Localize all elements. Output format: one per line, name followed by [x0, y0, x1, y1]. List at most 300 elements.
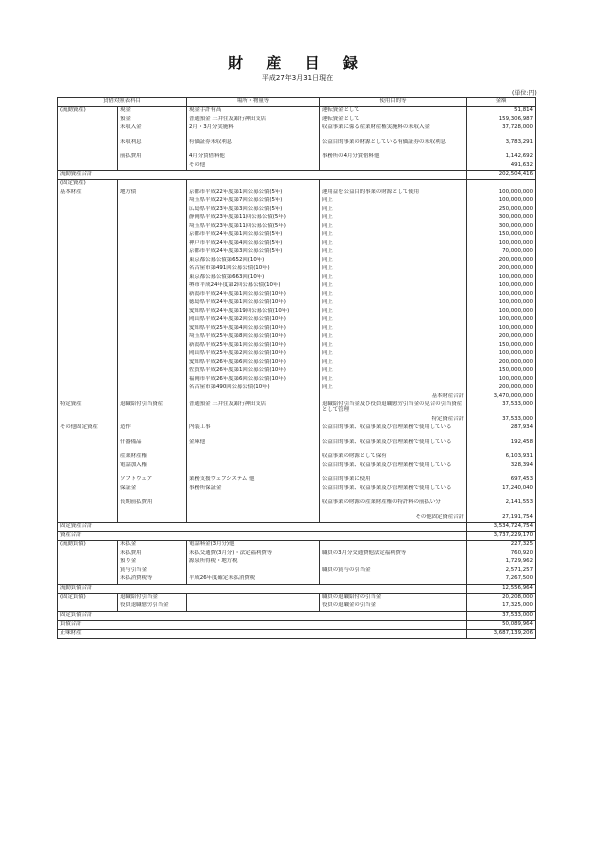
amount: 100,000,000 — [467, 325, 536, 334]
account-item: 預金 — [118, 116, 187, 125]
table-header-row — [58, 98, 536, 107]
location-detail: 静岡県平成23年度第11回公募公債(5年) — [187, 214, 320, 223]
header-amount: 金額 — [467, 98, 536, 107]
total-row — [58, 629, 536, 638]
total-label: 負債合計 — [58, 620, 467, 629]
purpose-detail: 同上 — [320, 333, 467, 342]
section-label — [58, 550, 118, 559]
subtotal-cell-empty — [58, 416, 118, 425]
table-row — [58, 231, 536, 240]
subtotal-cell-empty — [58, 393, 118, 402]
account-item: 地方債 — [118, 189, 187, 198]
subtotal-cell-empty — [118, 514, 187, 523]
amount: 37,728,000 — [467, 124, 536, 139]
location-detail — [187, 567, 320, 576]
purpose-detail: 退職給付引当金及び役員退職慰労引当金の見合の引当資産として管理 — [320, 401, 467, 416]
purpose-detail: 職員の賞与の引当金 — [320, 567, 467, 576]
table-row — [58, 376, 536, 385]
section-label — [58, 291, 118, 300]
section-label — [58, 333, 118, 342]
section-label — [58, 206, 118, 215]
total-amount: 3,534,724,754 — [467, 523, 536, 532]
amount: 300,000,000 — [467, 214, 536, 223]
subtotal-cell-empty — [58, 514, 118, 523]
purpose-detail: 公益目的事業、収益事業及び管理業務で使用している — [320, 424, 467, 439]
table-row — [58, 439, 536, 454]
amount: 150,000,000 — [467, 342, 536, 351]
section-label — [58, 308, 118, 317]
account-item — [118, 214, 187, 223]
table-row — [58, 107, 536, 116]
total-amount: 50,089,964 — [467, 620, 536, 629]
account-item — [118, 206, 187, 215]
amount: 100,000,000 — [467, 299, 536, 308]
section-label — [58, 223, 118, 232]
account-item: 役員退職慰労引当金 — [118, 602, 187, 611]
section-label: 特定資産 — [58, 401, 118, 416]
amount: 100,000,000 — [467, 282, 536, 291]
purpose-detail: 同上 — [320, 282, 467, 291]
subtotal-amount: 27,191,754 — [467, 514, 536, 523]
purpose-detail: 同上 — [320, 223, 467, 232]
purpose-detail: 同上 — [320, 384, 467, 393]
location-detail: 岡山県平成24年度第2回公募公債(10年) — [187, 316, 320, 325]
total-row — [58, 620, 536, 629]
total-label: 固定負債合計 — [58, 611, 467, 620]
section-label — [58, 257, 118, 266]
total-row — [58, 584, 536, 593]
account-item: 未収利息 — [118, 139, 187, 154]
table-row — [58, 367, 536, 376]
account-item — [118, 197, 187, 206]
location-detail: 事務所保証金 — [187, 485, 320, 500]
amount: 200,000,000 — [467, 257, 536, 266]
total-amount: 3,687,139,206 — [467, 629, 536, 638]
total-row — [58, 532, 536, 541]
location-detail — [187, 499, 320, 514]
location-detail: 未払交通費(3月分)・法定福利費等 — [187, 550, 320, 559]
location-detail: 堺市平成24年度第2回公募公債(10年) — [187, 282, 320, 291]
section-label — [58, 162, 118, 171]
purpose-detail: 同上 — [320, 325, 467, 334]
section-label — [58, 274, 118, 283]
purpose-detail: 運転資金として — [320, 116, 467, 125]
amount: 100,000,000 — [467, 350, 536, 359]
account-item — [118, 223, 187, 232]
amount: 328,394 — [467, 462, 536, 477]
account-item — [118, 384, 187, 393]
purpose-detail — [320, 162, 467, 171]
purpose-detail: 同上 — [320, 265, 467, 274]
table-row — [58, 316, 536, 325]
table-row — [58, 282, 536, 291]
table-row — [58, 476, 536, 485]
account-item — [118, 240, 187, 249]
section-label — [58, 197, 118, 206]
section-label — [58, 153, 118, 162]
amount: 200,000,000 — [467, 333, 536, 342]
location-detail: 内装工事 — [187, 424, 320, 439]
subtotal-row — [58, 416, 536, 425]
table-row — [58, 602, 536, 611]
purpose-detail: 同上 — [320, 197, 467, 206]
table-row — [58, 342, 536, 351]
subtotal-label: 特定資産合計 — [320, 416, 467, 425]
amount: 150,000,000 — [467, 367, 536, 376]
table-row — [58, 453, 536, 462]
table-row — [58, 384, 536, 393]
location-detail: 平成26年度確定未払消費税 — [187, 575, 320, 584]
amount: 3,783,291 — [467, 139, 536, 154]
account-item — [118, 342, 187, 351]
subtotal-amount: 37,533,000 — [467, 416, 536, 425]
table-row — [58, 350, 536, 359]
purpose-detail: 公益目的事業、収益事業及び管理業務で使用している — [320, 462, 467, 477]
amount: 2,141,553 — [467, 499, 536, 514]
section-label — [58, 376, 118, 385]
section-label — [58, 499, 118, 514]
total-amount: 3,737,229,170 — [467, 532, 536, 541]
section-label — [58, 350, 118, 359]
purpose-detail: 同上 — [320, 240, 467, 249]
property-inventory-table — [57, 97, 536, 639]
amount: 100,000,000 — [467, 189, 536, 198]
amount: 192,458 — [467, 439, 536, 454]
account-item — [118, 274, 187, 283]
location-detail: 広島県平成23年度第3回公募公債(5年) — [187, 206, 320, 215]
amount: 1,142,692 — [467, 153, 536, 162]
amount: 1,729,962 — [467, 558, 536, 567]
location-detail — [187, 602, 320, 611]
location-detail: 埼玉県平成23年度第11回公募公債(5年) — [187, 223, 320, 232]
table-row — [58, 124, 536, 139]
purpose-detail: 公益目的事業の財源としている有価証券の未収利息 — [320, 139, 467, 154]
section-label — [58, 299, 118, 308]
section-label — [58, 265, 118, 274]
purpose-detail — [320, 541, 467, 550]
location-detail: 普通預金 三井住友銀行神田支店 — [187, 116, 320, 125]
purpose-detail: 同上 — [320, 274, 467, 283]
account-item — [118, 299, 187, 308]
amount: 200,000,000 — [467, 359, 536, 368]
amount: 250,000,000 — [467, 206, 536, 215]
section-label — [58, 139, 118, 154]
section-label — [58, 325, 118, 334]
account-item: 現金 — [118, 107, 187, 116]
section-label — [58, 282, 118, 291]
total-row — [58, 611, 536, 620]
location-detail: 名古屋市第491回公募公債(10年) — [187, 265, 320, 274]
location-detail: 東京都公募公債第652回(10年) — [187, 257, 320, 266]
account-item — [118, 291, 187, 300]
purpose-detail: 収益事業の財源として保有 — [320, 453, 467, 462]
purpose-detail: 役員の退職金の引当金 — [320, 602, 467, 611]
table-row — [58, 401, 536, 416]
table-row — [58, 248, 536, 257]
account-item — [118, 367, 187, 376]
purpose-detail: 同上 — [320, 291, 467, 300]
table-row — [58, 325, 536, 334]
table-row — [58, 197, 536, 206]
table-row — [58, 189, 536, 198]
purpose-detail: 同上 — [320, 350, 467, 359]
purpose-detail — [320, 180, 467, 189]
purpose-detail: 同上 — [320, 359, 467, 368]
section-label — [58, 248, 118, 257]
section-label — [58, 316, 118, 325]
purpose-detail: 運転資金として — [320, 107, 467, 116]
amount: 100,000,000 — [467, 274, 536, 283]
account-item: 産業財産権 — [118, 453, 187, 462]
account-item: 什器備品 — [118, 439, 187, 454]
location-detail: 2月・3月分実施料 — [187, 124, 320, 139]
total-row — [58, 523, 536, 532]
section-label: その他固定資産 — [58, 424, 118, 439]
section-label — [58, 476, 118, 485]
table-row — [58, 180, 536, 189]
location-detail: 普通預金 三井住友銀行神田支店 — [187, 401, 320, 416]
as-of-date: 平成27年3月31日現在 — [261, 74, 334, 82]
subtotal-row — [58, 393, 536, 402]
account-item: 前払費用 — [118, 153, 187, 162]
location-detail: 愛知県平成24年度第19回公募公債(10年) — [187, 308, 320, 317]
account-item: 造作 — [118, 424, 187, 439]
amount: 70,000,000 — [467, 248, 536, 257]
subtotal-cell-empty — [187, 416, 320, 425]
section-label: (流動負債) — [58, 541, 118, 550]
table-row — [58, 162, 536, 171]
amount: 100,000,000 — [467, 316, 536, 325]
account-item — [118, 333, 187, 342]
location-detail: 東京都公募公債第663回(10年) — [187, 274, 320, 283]
location-detail: 愛知県平成26年度第6回公募公債(10年) — [187, 359, 320, 368]
account-item — [118, 316, 187, 325]
purpose-detail: 同上 — [320, 316, 467, 325]
purpose-detail — [320, 575, 467, 584]
purpose-detail: 公益目的事業に使用 — [320, 476, 467, 485]
table-row — [58, 257, 536, 266]
account-item: 未払金 — [118, 541, 187, 550]
location-detail: 金庫他 — [187, 439, 320, 454]
purpose-detail: 公益目的事業、収益事業及び管理業務で使用している — [320, 485, 467, 500]
location-detail — [187, 180, 320, 189]
total-amount: 202,504,416 — [467, 171, 536, 180]
document-title: 財 産 目 録 — [228, 54, 367, 72]
amount: 159,306,987 — [467, 116, 536, 125]
purpose-detail: 収益事業の財源の産業財産権の特許料の前払い分 — [320, 499, 467, 514]
total-amount: 12,556,964 — [467, 584, 536, 593]
table-row — [58, 593, 536, 602]
table-row — [58, 558, 536, 567]
account-item — [118, 359, 187, 368]
section-label: 基本財産 — [58, 189, 118, 198]
amount: 100,000,000 — [467, 376, 536, 385]
section-label — [58, 575, 118, 584]
table-row — [58, 206, 536, 215]
section-label — [58, 116, 118, 125]
amount: 100,000,000 — [467, 240, 536, 249]
table-row — [58, 424, 536, 439]
section-label: (流動資産) — [58, 107, 118, 116]
location-detail: 京都市平成24年度第3回公募公債(5年) — [187, 248, 320, 257]
total-label: 正味財産 — [58, 629, 467, 638]
account-item — [118, 282, 187, 291]
account-item — [118, 325, 187, 334]
location-detail: 新潟県平成25年度第1回公募公債(10年) — [187, 342, 320, 351]
table-row — [58, 575, 536, 584]
amount: 760,920 — [467, 550, 536, 559]
amount: 227,325 — [467, 541, 536, 550]
table-row — [58, 153, 536, 162]
location-detail: 名古屋市第490回公募公債(10年) — [187, 384, 320, 393]
purpose-detail: 同上 — [320, 231, 467, 240]
location-detail: 業務支援ウェブシステム 他 — [187, 476, 320, 485]
section-label — [58, 214, 118, 223]
location-detail: 源泉所得税・地方税 — [187, 558, 320, 567]
section-label — [58, 462, 118, 477]
section-label — [58, 384, 118, 393]
subtotal-cell-empty — [118, 416, 187, 425]
section-label — [58, 485, 118, 500]
account-item: 長期前払費用 — [118, 499, 187, 514]
table-row — [58, 214, 536, 223]
account-item — [118, 180, 187, 189]
amount: 6,103,931 — [467, 453, 536, 462]
amount — [467, 180, 536, 189]
account-item — [118, 308, 187, 317]
total-label: 流動資産合計 — [58, 171, 467, 180]
total-amount: 37,533,000 — [467, 611, 536, 620]
location-detail: 京都市平成22年度第1回公募公債(5年) — [187, 189, 320, 198]
location-detail — [187, 462, 320, 477]
section-label — [58, 240, 118, 249]
table-row — [58, 499, 536, 514]
section-label — [58, 124, 118, 139]
table-row — [58, 274, 536, 283]
subtotal-label: その他固定資産合計 — [320, 514, 467, 523]
section-label — [58, 342, 118, 351]
amount: 491,632 — [467, 162, 536, 171]
location-detail: その他 — [187, 162, 320, 171]
amount: 17,240,040 — [467, 485, 536, 500]
table-row — [58, 299, 536, 308]
location-detail: 埼玉県平成22年度第7回公募公債(5年) — [187, 197, 320, 206]
purpose-detail: 同上 — [320, 367, 467, 376]
amount: 37,533,000 — [467, 401, 536, 416]
subtotal-label: 基本財産合計 — [320, 393, 467, 402]
subtotal-cell-empty — [187, 514, 320, 523]
table-row — [58, 359, 536, 368]
account-item — [118, 231, 187, 240]
purpose-detail: 同上 — [320, 206, 467, 215]
amount: 697,453 — [467, 476, 536, 485]
account-item — [118, 257, 187, 266]
amount: 100,000,000 — [467, 197, 536, 206]
location-detail: 佐賀県平成26年度第1回公募公債(10年) — [187, 367, 320, 376]
total-label: 流動負債合計 — [58, 584, 467, 593]
table-row — [58, 485, 536, 500]
amount: 200,000,000 — [467, 384, 536, 393]
section-label — [58, 367, 118, 376]
location-detail — [187, 453, 320, 462]
account-item: 退職給付引当金 — [118, 593, 187, 602]
unit-label: (単位:円) — [512, 90, 537, 97]
location-detail: 京都市平成24年度第1回公募公債(5年) — [187, 231, 320, 240]
section-label — [58, 359, 118, 368]
table-row — [58, 333, 536, 342]
table-row — [58, 550, 536, 559]
account-item: 未払消費税等 — [118, 575, 187, 584]
purpose-detail: 同上 — [320, 342, 467, 351]
subtotal-cell-empty — [118, 393, 187, 402]
account-item: 未払費用 — [118, 550, 187, 559]
table-row — [58, 291, 536, 300]
amount: 20,208,000 — [467, 593, 536, 602]
amount: 150,000,000 — [467, 231, 536, 240]
account-item: 未収入金 — [118, 124, 187, 139]
account-item: 保証金 — [118, 485, 187, 500]
purpose-detail: 公益目的事業、収益事業及び管理業務で使用している — [320, 439, 467, 454]
amount: 17,325,000 — [467, 602, 536, 611]
subtotal-row — [58, 514, 536, 523]
purpose-detail: 同上 — [320, 299, 467, 308]
location-detail: 徳島県平成24年度第1回公募公債(10年) — [187, 299, 320, 308]
amount: 200,000,000 — [467, 265, 536, 274]
table-row — [58, 567, 536, 576]
purpose-detail: 同上 — [320, 376, 467, 385]
section-label: (固定資産) — [58, 180, 118, 189]
purpose-detail: 同上 — [320, 308, 467, 317]
header-account: 貸借対照表科目 — [58, 98, 187, 107]
table-row — [58, 265, 536, 274]
amount: 7,267,500 — [467, 575, 536, 584]
account-item — [118, 248, 187, 257]
purpose-detail: 事務所の4月分賃借料他 — [320, 153, 467, 162]
amount: 100,000,000 — [467, 291, 536, 300]
table-row — [58, 240, 536, 249]
amount: 100,000,000 — [467, 308, 536, 317]
purpose-detail: 職員の3月分交通費他法定福利費等 — [320, 550, 467, 559]
account-item — [118, 162, 187, 171]
amount: 300,000,000 — [467, 223, 536, 232]
section-label — [58, 453, 118, 462]
table-row — [58, 116, 536, 125]
section-label — [58, 602, 118, 611]
purpose-detail: 運用益を公益目的事業の財源として使用 — [320, 189, 467, 198]
account-item — [118, 350, 187, 359]
amount: 51,814 — [467, 107, 536, 116]
section-label — [58, 439, 118, 454]
total-label: 固定資産合計 — [58, 523, 467, 532]
purpose-detail: 同上 — [320, 257, 467, 266]
location-detail: 埼玉県平成25年度第8回公募公債(10年) — [187, 333, 320, 342]
section-label: (固定負債) — [58, 593, 118, 602]
location-detail: 4月分賃借料他 — [187, 153, 320, 162]
account-item: ソフトウェア — [118, 476, 187, 485]
total-label: 資産合計 — [58, 532, 467, 541]
location-detail: 現金手許有高 — [187, 107, 320, 116]
section-label — [58, 231, 118, 240]
account-item: 賞与引当金 — [118, 567, 187, 576]
table-row — [58, 308, 536, 317]
table-row — [58, 462, 536, 477]
purpose-detail — [320, 558, 467, 567]
purpose-detail: 収益事業に係る産業財産権実施料の未収入金 — [320, 124, 467, 139]
location-detail: 新潟市平成24年度第1回公募公債(10年) — [187, 291, 320, 300]
subtotal-cell-empty — [187, 393, 320, 402]
account-item: 電話加入権 — [118, 462, 187, 477]
table-row — [58, 541, 536, 550]
